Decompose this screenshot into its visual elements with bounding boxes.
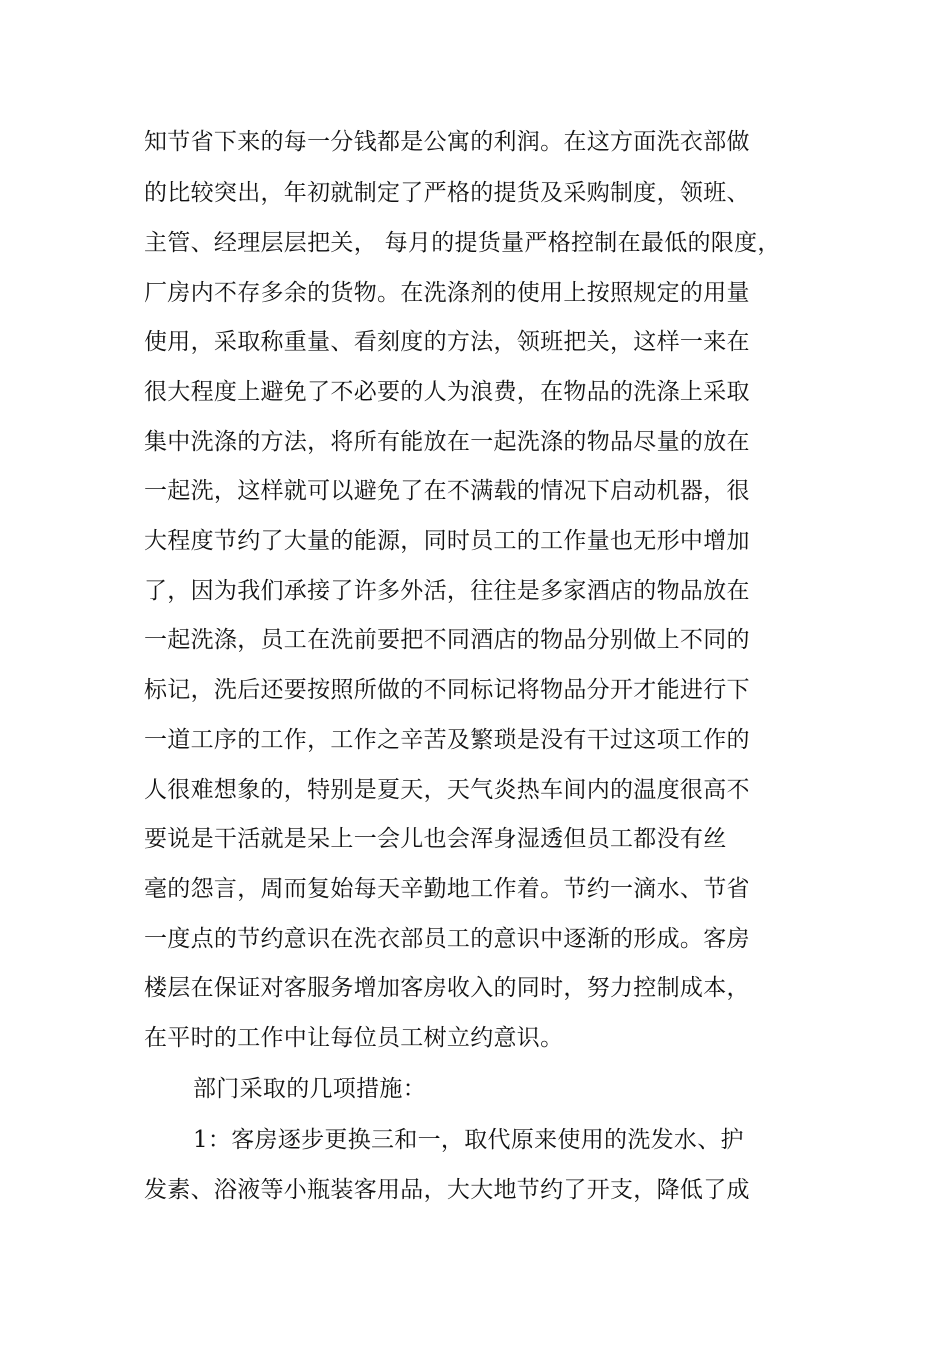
text-line: 一道工序的工作，工作之辛苦及繁琐是没有干过这项工作的: [144, 727, 750, 753]
text-line: 主管、经理层层把关， 每月的提货量严格控制在最低的限度，: [144, 230, 781, 256]
text-line: 一起洗涤，员工在洗前要把不同酒店的物品分别做上不同的: [144, 627, 750, 653]
list-item-text: 1：客房逐步更换三和一，取代原来使用的洗发水、护: [193, 1127, 744, 1153]
text-line: 很大程度上避免了不必要的人为浪费，在物品的洗涤上采取: [144, 379, 750, 405]
text-line: 楼层在保证对客服务增加客房收入的同时，努力控制成本，: [144, 975, 750, 1001]
text-line: 使用，采取称重量、看刻度的方法，领班把关，这样一来在: [144, 329, 750, 355]
text-line: 毫的怨言，周而复始每天辛勤地工作着。节约一滴水、节省: [144, 876, 750, 902]
text-line: 厂房内不存多余的货物。在洗涤剂的使用上按照规定的用量: [144, 280, 750, 306]
text-line: 人很难想象的，特别是夏天，天气炎热车间内的温度很高不: [144, 777, 750, 803]
text-line: 集中洗涤的方法，将所有能放在一起洗涤的物品尽量的放在: [144, 429, 750, 455]
section-heading: 部门采取的几项措施：: [193, 1076, 426, 1102]
text-line: 一度点的节约意识在洗衣部员工的意识中逐渐的形成。客房: [144, 926, 750, 952]
text-line: 发素、浴液等小瓶装客用品，大大地节约了开支，降低了成: [144, 1177, 750, 1203]
text-line: 一起洗，这样就可以避免了在不满载的情况下启动机器，很: [144, 478, 750, 504]
text-line: 要说是干活就是呆上一会儿也会浑身湿透但员工都没有丝: [144, 826, 727, 852]
text-line: 的比较突出，年初就制定了严格的提货及采购制度，领班、: [144, 180, 750, 206]
text-line: 标记，洗后还要按照所做的不同标记将物品分开才能进行下: [144, 677, 750, 703]
text-line: 大程度节约了大量的能源，同时员工的工作量也无形中增加: [144, 528, 750, 554]
text-line: 了，因为我们承接了许多外活，往往是多家酒店的物品放在: [144, 578, 750, 604]
text-line: 在平时的工作中让每位员工树立约意识。: [144, 1025, 564, 1051]
text-line: 知节省下来的每一分钱都是公寓的利润。在这方面洗衣部做: [144, 129, 750, 155]
